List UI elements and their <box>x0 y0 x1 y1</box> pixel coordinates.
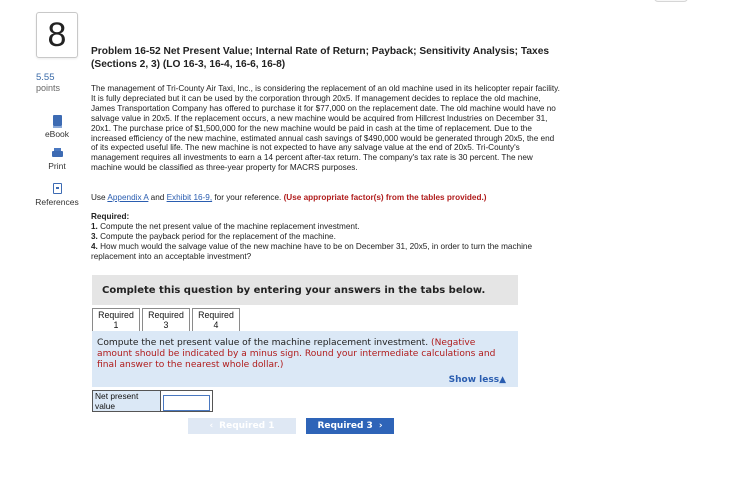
printer-icon <box>52 148 63 158</box>
requirement-item <box>91 222 551 232</box>
requirement-text: How much would the salvage value of the new machine have to be on December 31, 20x5, in order to turn the machine replacement into an acceptable investment? <box>91 242 533 261</box>
chevron-left-icon: ‹ <box>209 421 214 431</box>
requirement-item <box>91 242 551 262</box>
problem-title: Problem 16-52 Net Present Value; Internal Rate of Return; Payback; Sensitivity Analysis; Taxes (Sections 2, 3) (LO 16-3, 16-4, 16-6, 16-8) <box>91 46 550 70</box>
document-icon <box>53 183 62 194</box>
question-number: 8 <box>47 15 67 54</box>
requirement-number: 4. <box>91 242 98 251</box>
show-less-label: Show less <box>448 375 500 385</box>
tab-number: 1 <box>113 320 119 330</box>
points-label: points <box>36 83 61 93</box>
chevron-right-icon: › <box>378 421 383 431</box>
tab-label: Required <box>148 310 184 320</box>
triangle-up-icon: ▲ <box>499 375 506 385</box>
net-present-value-input[interactable] <box>163 395 210 411</box>
points-info <box>36 72 80 94</box>
top-bar-button[interactable] <box>654 0 688 2</box>
references-label: References <box>35 197 79 207</box>
ebook-button[interactable] <box>36 115 78 139</box>
tab-number: 3 <box>163 320 169 330</box>
factor-warning: (Use appropriate factor(s) from the tables provided.) <box>283 193 487 202</box>
print-button[interactable] <box>36 148 78 171</box>
tab-label: Required <box>98 310 134 320</box>
ebook-label: eBook <box>44 129 70 139</box>
exhibit-link[interactable]: Exhibit 16-9, <box>166 193 213 202</box>
requirement-item <box>91 232 551 242</box>
problem-body: The management of Tri-County Air Taxi, Inc., is considering the replacement of an old machine used in its helicopter repair facility. It is fully depreciated but it can be used by the corporation through 20x5. If management decides to replace the old machine, James Transportation Company has offered to purchase it for $77,000 on the replacement date. The old machine would have no salvage value in 20x5. If the replacement occurs, a new machine would be acquired from Hillcrest Industries on December 31, 20x1. The purchase price of $1,500,000 for the new machine would be paid in cash at the time of replacement. Due to the increased efficiency of the new machine, estimated annual cash savings of $490,000 would be generated through 20x5, the end of its expected useful life. The new machine is not expected to have any salvage value at the end of 20x5. Tri-County's management requires all investments to earn a 14 percent after-tax return. The company's tax rate is 30 percent. The new machine would be classified as three-year property for MACRS purposes. <box>91 84 560 173</box>
previous-required-button[interactable] <box>188 418 296 434</box>
net-present-value-label: Net present value <box>92 390 161 412</box>
requirement-text: Compute the net present value of the machine replacement investment. <box>97 222 360 231</box>
instruction-panel <box>92 331 518 387</box>
complete-question-banner <box>92 275 518 305</box>
next-label: Required 3 <box>317 421 373 431</box>
requirement-number: 3. <box>91 232 98 241</box>
next-required-button[interactable] <box>306 418 394 434</box>
requirement-number: 1. <box>91 222 98 231</box>
references-button[interactable] <box>32 183 82 207</box>
required-tabs <box>92 308 240 332</box>
instruction-main: Compute the net present value of the machine replacement investment. <box>97 338 432 348</box>
and-text: and <box>148 193 167 202</box>
show-less-toggle[interactable] <box>449 375 506 385</box>
reference-line <box>91 193 561 202</box>
tab-required-3[interactable] <box>142 308 190 332</box>
appendix-a-link[interactable]: Appendix A <box>107 193 149 202</box>
tab-required-1[interactable] <box>92 308 140 332</box>
answer-row <box>92 390 213 412</box>
book-icon <box>53 115 62 126</box>
question-number-box <box>36 12 78 58</box>
requirement-text: Compute the payback period for the replacement of the machine. <box>97 232 336 241</box>
points-value: 5.55 <box>36 72 55 83</box>
tab-required-4[interactable] <box>192 308 240 332</box>
tab-number: 4 <box>213 320 219 330</box>
answer-cell <box>161 390 213 412</box>
required-heading: Required: <box>91 212 130 221</box>
print-label: Print <box>48 161 66 171</box>
instruction-text <box>97 338 513 371</box>
complete-prompt: Complete this question by entering your answers in the tabs below. <box>102 284 486 296</box>
previous-label: Required 1 <box>219 421 275 431</box>
tab-label: Required <box>198 310 234 320</box>
requirements-section <box>91 212 551 262</box>
use-prefix: Use <box>91 193 108 202</box>
use-suffix: for your reference. <box>212 193 284 202</box>
instruction-note: (Negative amount should be indicated by a minus sign. Round your intermediate calculations and final answer to the nearest whole dollar.) <box>97 338 496 370</box>
